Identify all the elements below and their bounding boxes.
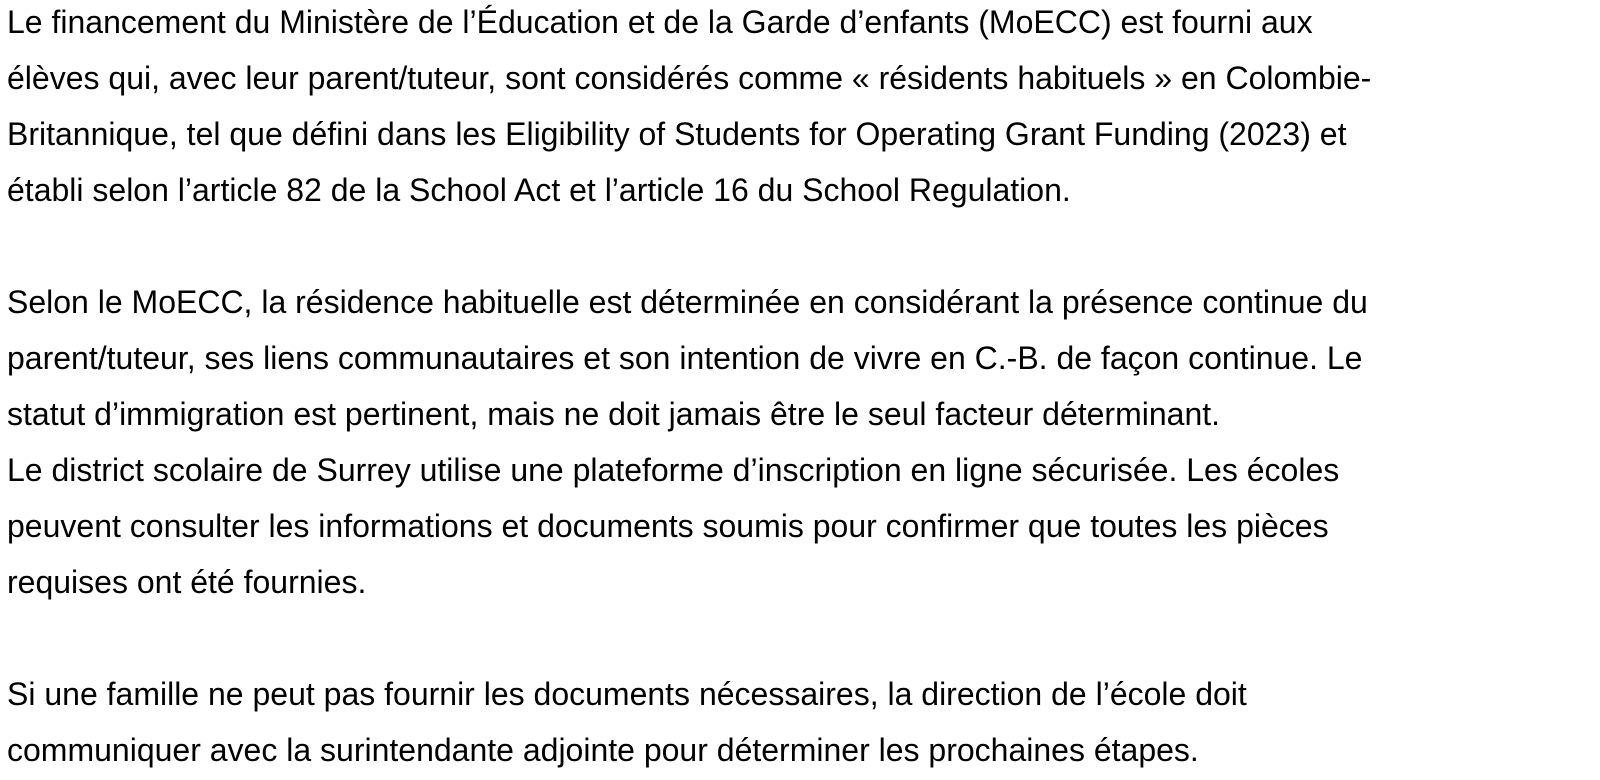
paragraph-funding [7,0,1600,218]
paragraph-spacer [7,610,1600,666]
text-line: peuvent consulter les informations et documents soumis pour confirmer que toutes les pièces [7,508,1329,544]
text-line: parent/tuteur, ses liens communautaires et son intention de vivre en C.-B. de façon continue. Le [7,340,1363,376]
paragraph-registration [7,442,1600,610]
paragraph-spacer [7,218,1600,274]
text-line: établi selon l’article 82 de la School Act et l’article 16 du School Regulation. [7,172,1071,208]
paragraph-residence [7,274,1600,442]
text-line: Le financement du Ministère de l’Éducation et de la Garde d’enfants (MoECC) est fourni aux [7,4,1313,40]
text-line: statut d’immigration est pertinent, mais ne doit jamais être le seul facteur déterminant. [7,396,1221,432]
text-line: élèves qui, avec leur parent/tuteur, sont considérés comme « résidents habituels » en Colombie- [7,60,1372,96]
text-line: communiquer avec la surintendante adjointe pour déterminer les prochaines étapes. [7,732,1199,768]
text-line: Selon le MoECC, la résidence habituelle est déterminée en considérant la présence continue du [7,284,1368,320]
text-line: requises ont été fournies. [7,564,367,600]
text-line: Si une famille ne peut pas fournir les documents nécessaires, la direction de l’école doit [7,676,1247,712]
text-line: Le district scolaire de Surrey utilise une plateforme d’inscription en ligne sécurisée. Les écoles [7,452,1340,488]
paragraph-missing-documents [7,666,1600,778]
text-line: Britannique, tel que défini dans les Eligibility of Students for Operating Grant Funding (2023) et [7,116,1347,152]
